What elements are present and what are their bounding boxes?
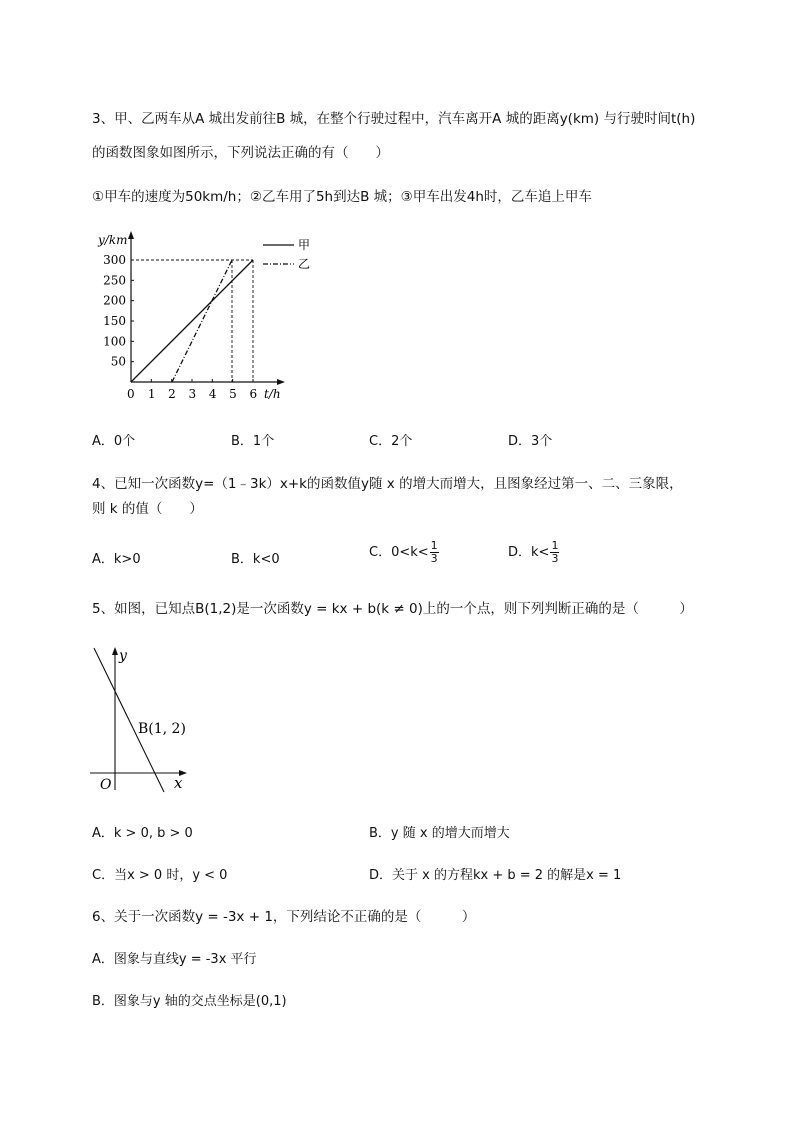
q5-origin-label: O: [100, 777, 112, 793]
q5-linear-function-graph: [88, 640, 198, 795]
q3-distance-time-graph: [90, 226, 330, 406]
q5-option-c: C．当x > 0 时，y < 0: [92, 868, 228, 883]
q4-option-b: B．k<0: [231, 552, 280, 567]
y-tick-label: 100: [103, 334, 126, 349]
q5-stem: 5、如图，已知点B(1,2)是一次函数y = kx + b(k ≠ 0)上的一个点，则下列判断正确的是（ ）: [92, 601, 693, 617]
q3-stem-line2: 的函数图象如图所示，下列说法正确的有（ ）: [92, 145, 389, 161]
q4-stem-line2: 则 k 的值（ ）: [92, 501, 203, 517]
legend-jia-label: 甲: [298, 238, 311, 252]
x-axis-label: t/h: [264, 387, 281, 401]
frac-denominator: 3: [551, 552, 559, 565]
q3-option-b: B．1个: [231, 434, 275, 449]
q4-option-d-text: D．k<: [508, 545, 550, 560]
q4-option-c-fraction: [430, 540, 439, 565]
x-tick-label: 1: [147, 387, 156, 401]
frac-numerator: 1: [551, 539, 559, 552]
frac-denominator: 3: [430, 552, 438, 565]
q4-option-c: [369, 540, 439, 565]
y-tick-label: 300: [103, 252, 126, 267]
q6-option-b: B．图象与y 轴的交点坐标是(0,1): [92, 994, 287, 1009]
x-tick-label: 6: [249, 387, 258, 401]
q3-option-c: C．2个: [369, 434, 413, 449]
y-axis-label: y/km: [98, 233, 128, 247]
q4-option-c-text: C．0<k<: [369, 545, 429, 560]
origin-label: 0: [127, 387, 135, 401]
x-tick-label: 5: [229, 387, 237, 401]
q6-option-a: A．图象与直线y = -3x 平行: [92, 952, 257, 967]
y-tick-label: 250: [103, 273, 126, 288]
frac-numerator: 1: [430, 539, 438, 552]
line-yi: [172, 260, 232, 382]
q5-x-axis-label: x: [174, 774, 183, 792]
q5-option-b: B．y 随 x 的增大而增大: [369, 826, 510, 841]
q5-function-line: [94, 648, 164, 792]
legend-yi-label: 乙: [298, 257, 311, 271]
q3-option-a: A．0个: [92, 434, 136, 449]
q6-stem: 6、关于一次函数y = -3x + 1，下列结论不正确的是（ ）: [92, 909, 476, 925]
x-tick-label: 4: [208, 387, 217, 401]
y-tick-label: 50: [110, 354, 126, 369]
q5-option-d: D．关于 x 的方程kx + b = 2 的解是x = 1: [369, 868, 622, 883]
x-tick-label: 2: [168, 387, 176, 401]
y-tick-label: 200: [103, 293, 126, 308]
q3-statements: ①甲车的速度为50km/h；②乙车用了5h到达B 城；③甲车出发4h时，乙车追上甲车: [92, 189, 592, 205]
q4-option-a: A．k>0: [92, 552, 141, 567]
q4-option-d: [508, 540, 559, 565]
q4-stem-line1: 4、已知一次函数y=（1﹣3k）x+k的函数值y随 x 的增大而增大，且图象经过第一、二、三象限，: [92, 476, 683, 492]
q5-point-b-label: B(1, 2): [138, 721, 186, 737]
q5-option-a: A．k > 0, b > 0: [92, 826, 193, 841]
x-tick-label: 3: [188, 387, 197, 401]
line-jia: [131, 260, 253, 382]
q5-y-axis-label: y: [119, 648, 127, 664]
y-tick-label: 150: [103, 313, 126, 328]
q4-option-d-fraction: [550, 540, 559, 565]
q3-option-d: D．3个: [508, 434, 553, 449]
q3-stem-line1: 3、甲、乙两车从A 城出发前往B 城，在整个行驶过程中，汽车离开A 城的距离y(km) 与行驶时间t(h): [92, 111, 696, 127]
